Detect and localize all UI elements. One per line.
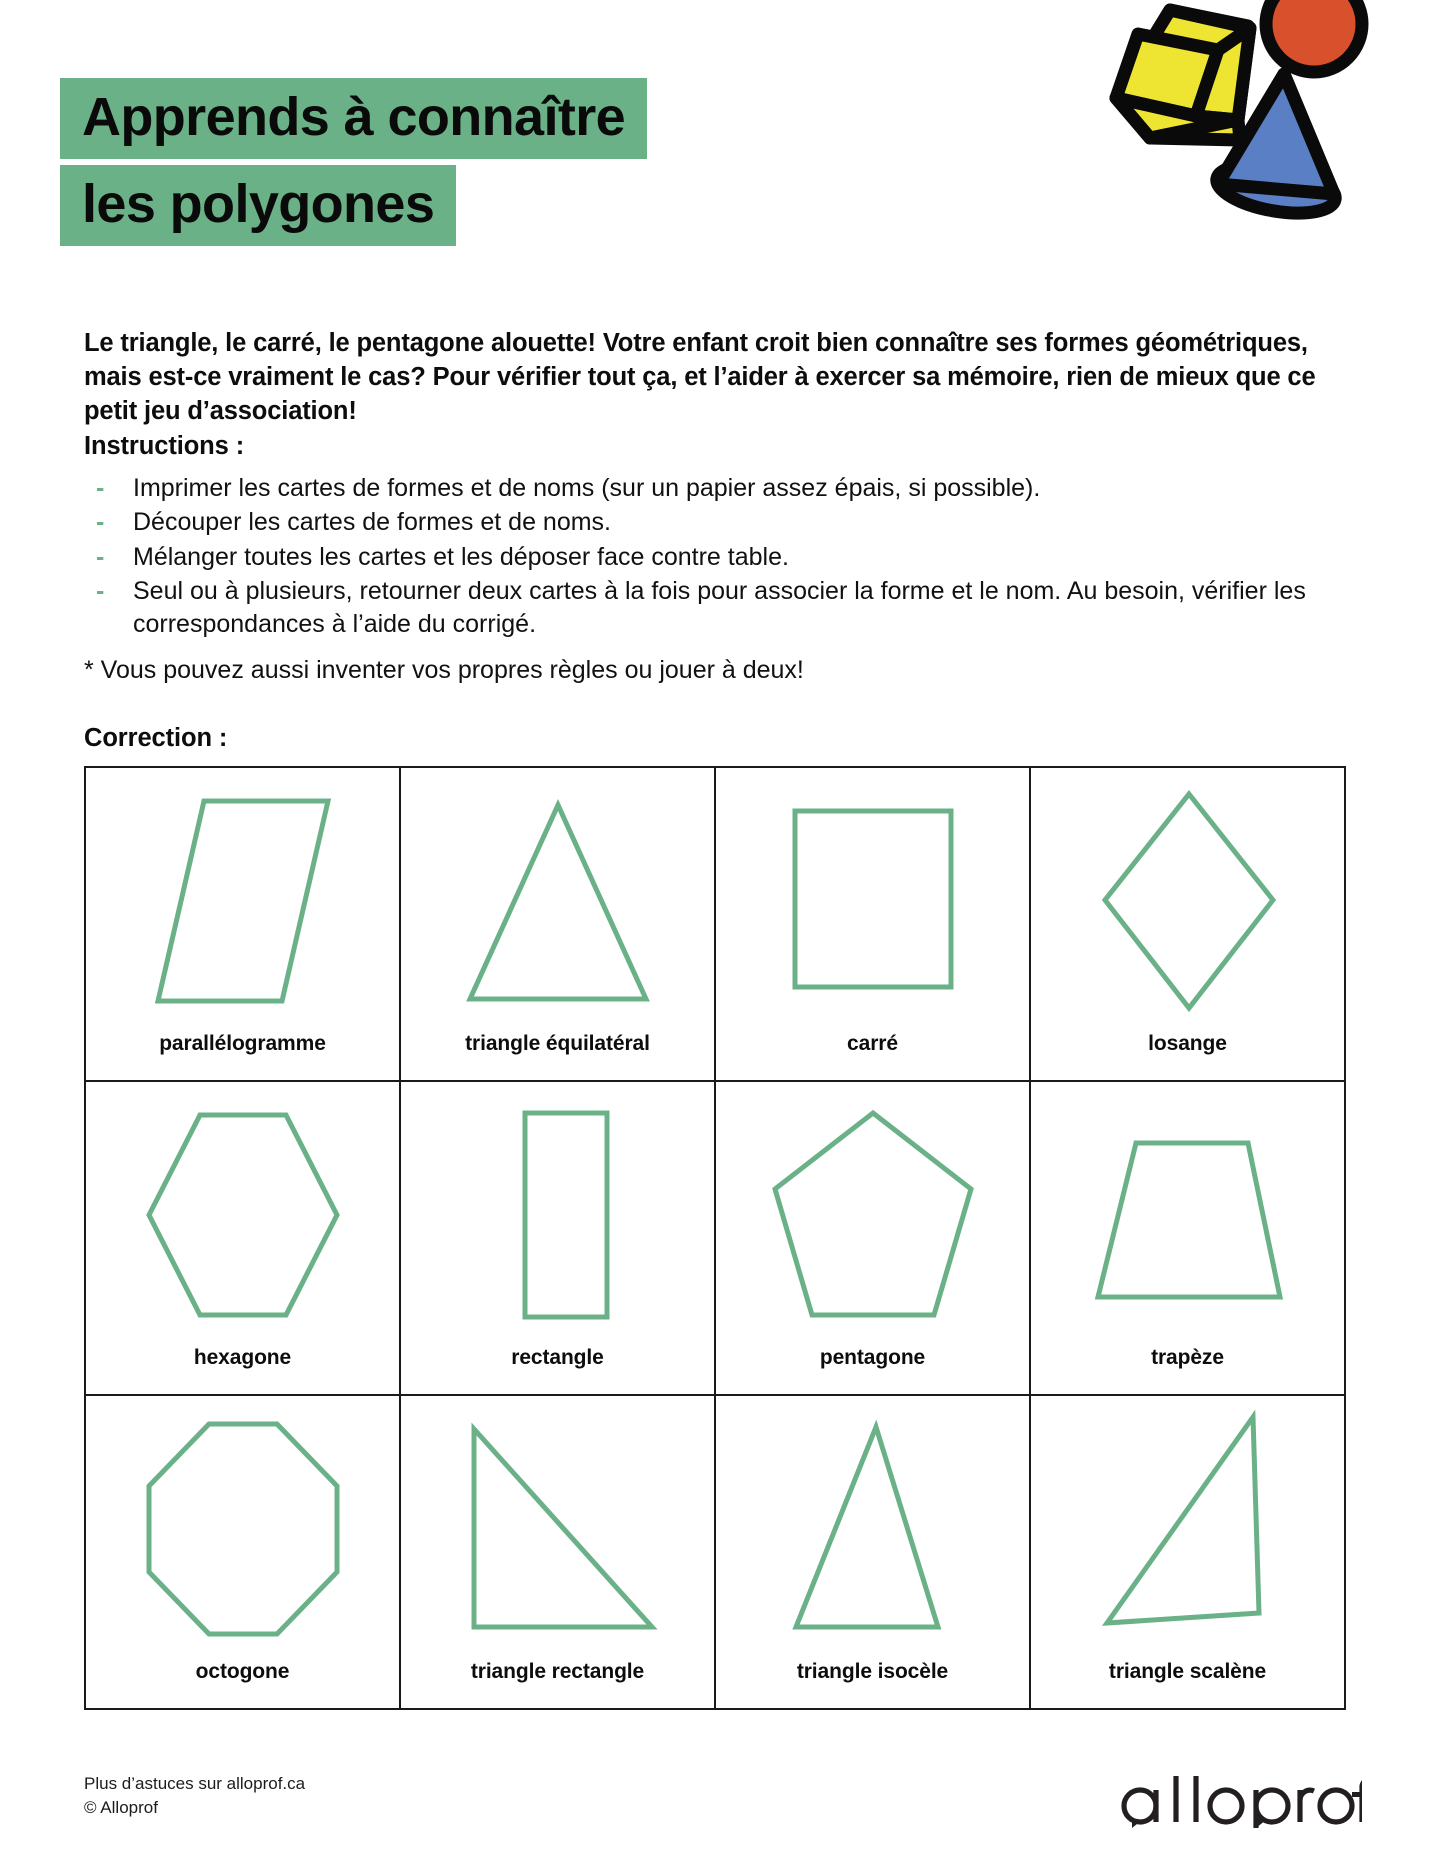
shape-card-label: losange xyxy=(1148,1032,1227,1055)
shape-card-label: triangle scalène xyxy=(1108,1660,1267,1683)
bullet-dash-icon: - xyxy=(96,576,105,605)
bullet-dash-icon: - xyxy=(96,508,105,537)
shape-card xyxy=(716,1396,1031,1710)
shape-card-label: triangle isocèle xyxy=(796,1660,949,1683)
shape-answer-grid xyxy=(84,766,1346,1710)
shape-card xyxy=(401,1396,716,1710)
footer-line-2: © Alloprof xyxy=(84,1798,158,1818)
cube-shape-icon xyxy=(1116,10,1250,140)
shape-card xyxy=(86,1082,401,1396)
footer-line-1: Plus d’astuces sur alloprof.ca xyxy=(84,1774,306,1793)
intro-paragraph: Le triangle, le carré, le pentagone alouette! Votre enfant croit bien connaître ses formes géométriques, mais est-ce vraiment le cas? Pour vérifier tout ça, et l’aider à exercer sa mémoire, rien de mieux que ce petit jeu d’association! xyxy=(84,328,1316,425)
list-item-text: Mélanger toutes les cartes et les déposer face contre table. xyxy=(133,542,789,571)
page-title-line-1: Apprends à connaître xyxy=(60,78,647,159)
shape-card-label: triangle rectangle xyxy=(470,1660,645,1683)
shape-card-label: carré xyxy=(847,1032,898,1055)
list-item-text: Seul ou à plusieurs, retourner deux cartes à la fois pour associer la forme et le nom. Au besoin, vérifier les correspondances à l’aide du corrigé. xyxy=(133,576,1306,638)
optional-rules-note: * Vous pouvez aussi inventer vos propres règles ou jouer à deux! xyxy=(84,656,804,684)
shape-card-label: rectangle xyxy=(511,1346,604,1369)
shape-card xyxy=(716,768,1031,1082)
page-title-line-2: les polygones xyxy=(60,165,456,246)
shape-card xyxy=(1031,1396,1346,1710)
scalene-triangle-shape-icon xyxy=(1031,1396,1344,1658)
rectangle-shape-icon xyxy=(401,1082,714,1344)
rhombus-shape-icon xyxy=(1031,768,1344,1030)
trapezoid-shape-icon xyxy=(1031,1082,1344,1344)
shape-card-label: triangle équilatéral xyxy=(465,1032,650,1055)
square-shape-icon xyxy=(716,768,1029,1030)
shape-card xyxy=(1031,768,1346,1082)
shape-card-label: trapèze xyxy=(1151,1346,1224,1369)
shape-card-label: hexagone xyxy=(193,1346,292,1369)
circle-shape-icon xyxy=(1266,0,1362,72)
shape-card xyxy=(86,768,401,1082)
page-title xyxy=(60,78,647,252)
shape-card xyxy=(86,1396,401,1710)
footer-credit xyxy=(84,1772,305,1820)
equilateral-triangle-shape-icon xyxy=(401,768,714,1030)
list-item-text: Imprimer les cartes de formes et de noms (sur un papier assez épais, si possible). xyxy=(133,474,1041,502)
instructions-list xyxy=(96,472,1386,642)
hexagon-shape-icon xyxy=(86,1082,399,1344)
shape-card xyxy=(401,1082,716,1396)
decorative-shapes-cluster xyxy=(1088,0,1388,228)
shape-card xyxy=(1031,1082,1346,1396)
bullet-dash-icon: - xyxy=(96,474,105,502)
instructions-heading: Instructions : xyxy=(84,432,245,460)
list-item xyxy=(96,541,1386,574)
list-item-text: Découper les cartes de formes et de noms. xyxy=(133,508,612,537)
cone-shape-icon xyxy=(1213,74,1339,221)
pentagon-shape-icon xyxy=(716,1082,1029,1344)
bullet-dash-icon: - xyxy=(96,542,105,571)
list-item xyxy=(96,575,1386,642)
correction-heading: Correction : xyxy=(84,724,228,752)
list-item xyxy=(96,506,1386,539)
shape-card-label: parallélogramme xyxy=(159,1032,326,1055)
octagon-shape-icon xyxy=(86,1396,399,1658)
isosceles-triangle-shape-icon xyxy=(716,1396,1029,1658)
parallelogram-shape-icon xyxy=(86,768,399,1030)
shape-card xyxy=(716,1082,1031,1396)
shape-card-label: pentagone xyxy=(819,1346,926,1369)
list-item xyxy=(96,472,1386,505)
shape-card xyxy=(401,768,716,1082)
shape-card-label: octogone xyxy=(195,1660,290,1683)
right-triangle-shape-icon xyxy=(401,1396,714,1658)
alloprof-logo xyxy=(1114,1766,1362,1828)
